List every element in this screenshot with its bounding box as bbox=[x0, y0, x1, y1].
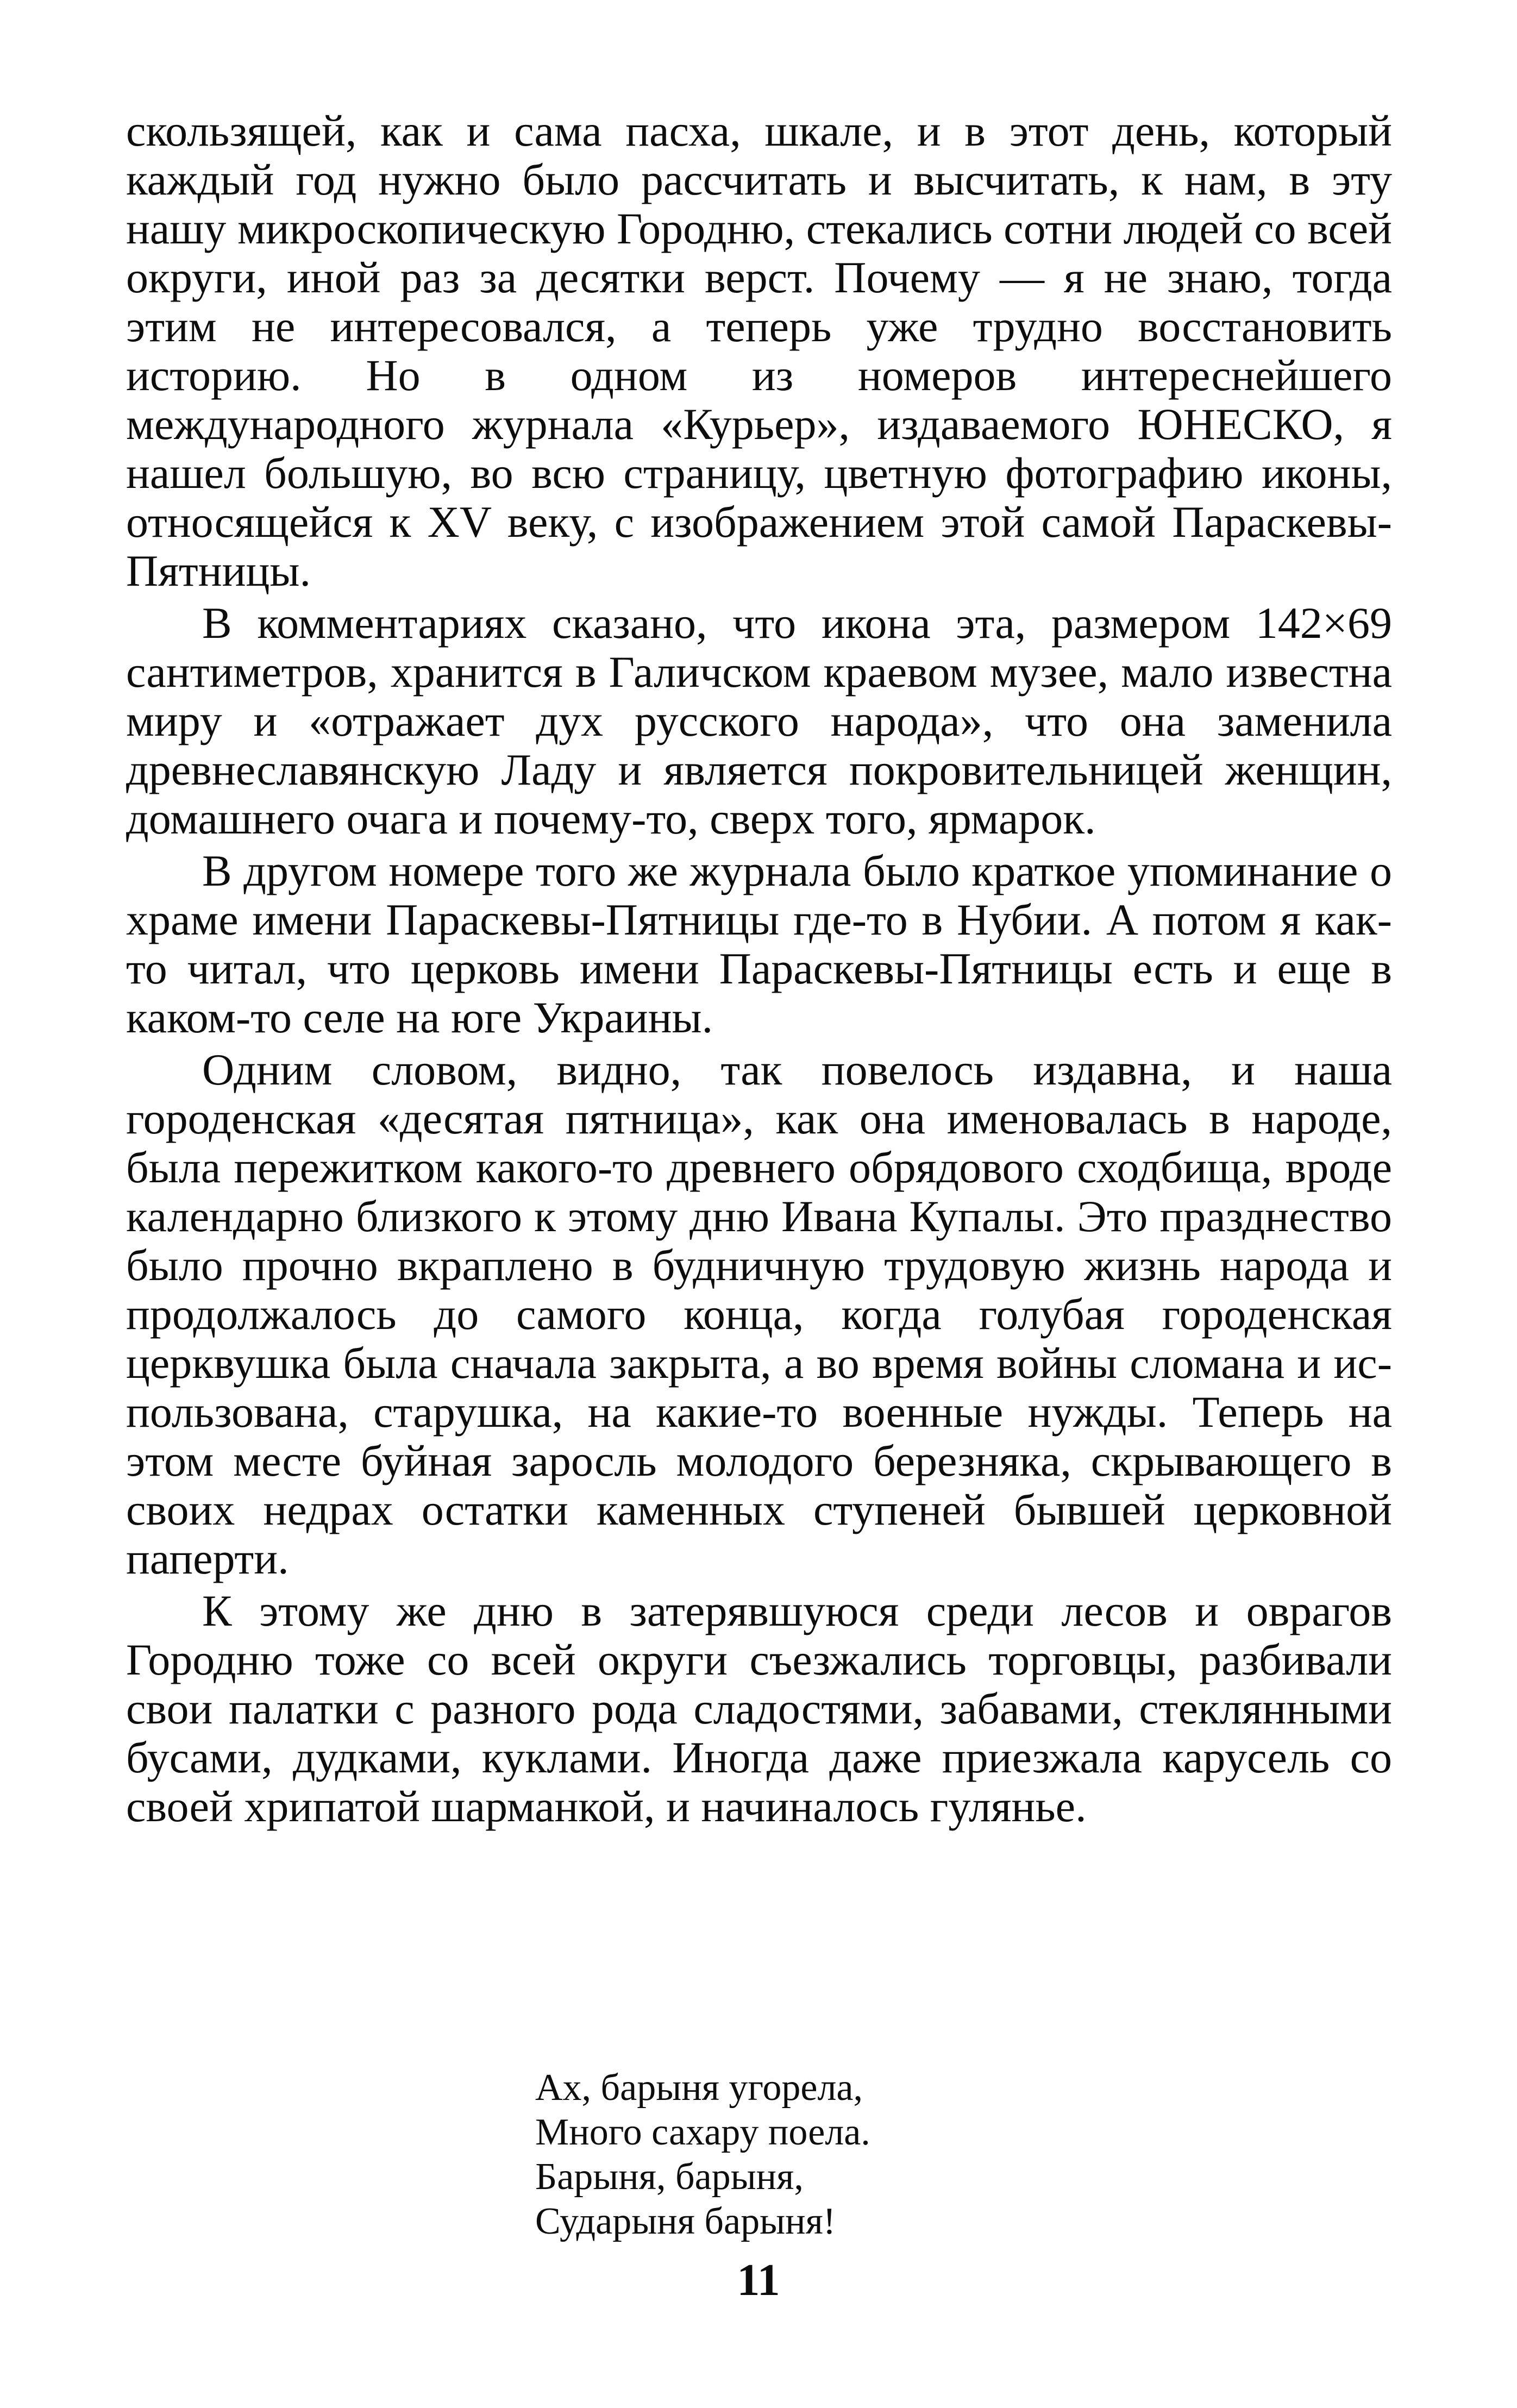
verse-line: Сударыня барыня! bbox=[535, 2200, 836, 2242]
verse-line: Ах, барыня угорела, bbox=[535, 2067, 863, 2109]
paragraph-5: К этому же дню в затерявшуюся среди лесов и оврагов Городню тоже со всей округи съезжались торговцы, разбивали свои палатки с разного рода сладостями, забавами, стеклянными бусами, дудками, куклами. Иногда даже приезжала карусель со своей хрипатой шарманкой, и начиналось гулянье. bbox=[126, 1586, 1392, 1831]
paragraph-3: В другом номере того же журнала было краткое упоминание о храме имени Параскевы-Пятницы где-то в Нубии. А потом я как-то читал, что церковь имени Параскевы-Пятницы есть и еще в каком-то селе на юге Украины. bbox=[126, 846, 1392, 1042]
page-body bbox=[126, 106, 1392, 1834]
paragraph-4: Одним словом, видно, так повелось издавна, и наша городенская «десятая пятница», как она именовалась в народе, была пережитком какого-то древнего обрядового сходбища, вроде календарно близкого к этому дню Ивана Купалы. Это празднество было прочно вкраплено в будничную трудовую жизнь народа и продолжалось до самого конца, когда голубая городенская церквушка была сначала закрыта, а во время войны сломана и использована, старушка, на какие-то военные нужды. Теперь на этом месте буйная заросль молодого березняка, скрывающего в своих недрах остатки каменных ступеней бывшей церковной паперти. bbox=[126, 1045, 1392, 1583]
page-number: 11 bbox=[737, 2255, 780, 2305]
prose-text bbox=[126, 106, 1392, 1831]
paragraph-1: скользящей, как и сама пасха, шкале, и в этот день, который каждый год нужно было рассчитать и высчитать, к нам, в эту нашу микроскопическую Городню, стекались сотни людей со всей округи, иной раз за десятки верст. Почему — я не знаю, тогда этим не интересовался, а теперь уже трудно восстановить историю. Но в одном из номеров интереснейшего международного журнала «Курьер», издаваемого ЮНЕСКО, я нашел большую, во всю страницу, цветную фотографию иконы, относящейся к XV веку, с изображением этой самой Параскевы-Пятницы. bbox=[126, 106, 1392, 595]
verse-quote bbox=[535, 2066, 870, 2244]
verse-line: Барыня, барыня, bbox=[535, 2156, 804, 2198]
paragraph-2: В комментариях сказано, что икона эта, размером 142×69 сантиметров, хранится в Галичском краевом музее, мало известна миру и «отражает дух русского народа», что она заменила древнеславянскую Ладу и является покровительницей женщин, домашнего очага и почему-то, сверх того, ярмарок. bbox=[126, 598, 1392, 843]
verse-line: Много сахару поела. bbox=[535, 2111, 870, 2153]
